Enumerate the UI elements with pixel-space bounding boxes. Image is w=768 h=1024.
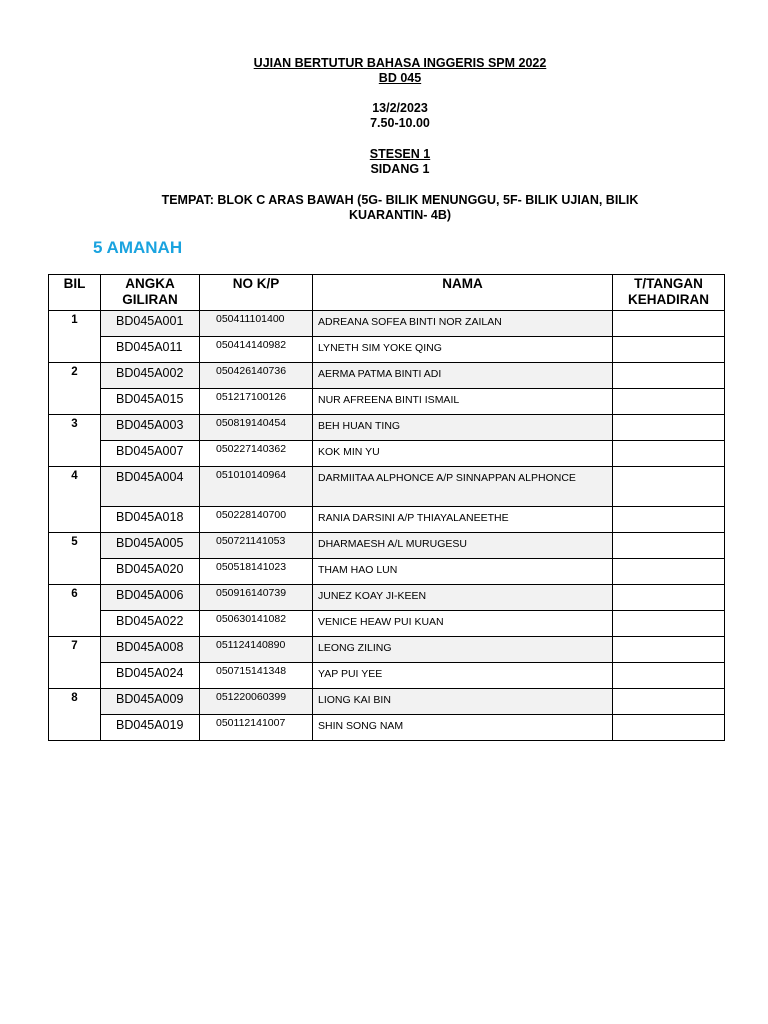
nama-cell: LEONG ZILING: [313, 637, 613, 663]
nama-cell: DHARMAESH A/L MURUGESU: [313, 533, 613, 559]
nama-cell: KOK MIN YU: [313, 441, 613, 467]
signature-cell[interactable]: [613, 533, 725, 559]
nokp-cell: 050112141007: [200, 715, 313, 741]
table-row: [49, 389, 725, 415]
nokp-cell: 050715141348: [200, 663, 313, 689]
angka-giliran-cell: BD045A011: [101, 337, 200, 363]
angka-giliran-cell: BD045A024: [101, 663, 200, 689]
header-angka-giliran: [101, 275, 200, 311]
signature-cell[interactable]: [613, 337, 725, 363]
table-row: [49, 611, 725, 637]
exam-date: 13/2/2023: [372, 101, 428, 115]
table-row: [49, 467, 725, 507]
signature-cell[interactable]: [613, 467, 725, 507]
nama-cell: THAM HAO LUN: [313, 559, 613, 585]
nama-cell: LYNETH SIM YOKE QING: [313, 337, 613, 363]
bil-cell: 5: [49, 533, 101, 585]
nama-cell: VENICE HEAW PUI KUAN: [313, 611, 613, 637]
candidate-table: [48, 274, 725, 741]
table-row: [49, 533, 725, 559]
angka-giliran-cell: BD045A019: [101, 715, 200, 741]
nama-cell: JUNEZ KOAY JI-KEEN: [313, 585, 613, 611]
table-row: [49, 689, 725, 715]
nokp-cell: 051217100126: [200, 389, 313, 415]
table-row: [49, 363, 725, 389]
nokp-cell: 050916140739: [200, 585, 313, 611]
signature-cell[interactable]: [613, 559, 725, 585]
signature-cell[interactable]: [613, 637, 725, 663]
bil-cell: 2: [49, 363, 101, 415]
angka-giliran-cell: BD045A004: [101, 467, 200, 507]
bil-cell: 4: [49, 467, 101, 533]
header-tandatangan: [613, 275, 725, 311]
nokp-cell: 050819140454: [200, 415, 313, 441]
nokp-cell: 050227140362: [200, 441, 313, 467]
signature-cell[interactable]: [613, 611, 725, 637]
nama-cell: YAP PUI YEE: [313, 663, 613, 689]
angka-giliran-cell: BD045A008: [101, 637, 200, 663]
table-row: [49, 311, 725, 337]
table-row: [49, 715, 725, 741]
table-row: [49, 337, 725, 363]
table-row: [49, 585, 725, 611]
table-row: [49, 441, 725, 467]
angka-giliran-cell: BD045A002: [101, 363, 200, 389]
signature-cell[interactable]: [613, 415, 725, 441]
header-tt-line1: T/TANGAN: [634, 276, 703, 291]
angka-giliran-cell: BD045A003: [101, 415, 200, 441]
table-row: [49, 507, 725, 533]
nokp-cell: 050426140736: [200, 363, 313, 389]
signature-cell[interactable]: [613, 585, 725, 611]
nokp-cell: 050411101400: [200, 311, 313, 337]
nokp-cell: 050414140982: [200, 337, 313, 363]
angka-giliran-cell: BD045A020: [101, 559, 200, 585]
signature-cell[interactable]: [613, 363, 725, 389]
bil-cell: 1: [49, 311, 101, 363]
header-angka-line1: ANGKA: [125, 276, 175, 291]
bil-cell: 6: [49, 585, 101, 637]
exam-code: BD 045: [378, 71, 422, 85]
bil-cell: 7: [49, 637, 101, 689]
signature-cell[interactable]: [613, 311, 725, 337]
nama-cell: SHIN SONG NAM: [313, 715, 613, 741]
nokp-cell: 051124140890: [200, 637, 313, 663]
venue-text: [118, 193, 682, 223]
table-row: [49, 415, 725, 441]
nokp-cell: 050721141053: [200, 533, 313, 559]
nama-cell: BEH HUAN TING: [313, 415, 613, 441]
table-header-row: [49, 275, 725, 311]
nokp-cell: 050518141023: [200, 559, 313, 585]
nama-cell: NUR AFREENA BINTI ISMAIL: [313, 389, 613, 415]
angka-giliran-cell: BD045A001: [101, 311, 200, 337]
angka-giliran-cell: BD045A006: [101, 585, 200, 611]
table-row: [49, 559, 725, 585]
nokp-cell: 050228140700: [200, 507, 313, 533]
bil-cell: 3: [49, 415, 101, 467]
nama-cell: LIONG KAI BIN: [313, 689, 613, 715]
table-row: [49, 663, 725, 689]
angka-giliran-cell: BD045A009: [101, 689, 200, 715]
angka-giliran-cell: BD045A018: [101, 507, 200, 533]
venue-line-2: KUARANTIN- 4B): [348, 208, 452, 222]
header-angka-line2: GILIRAN: [122, 292, 178, 307]
angka-giliran-cell: BD045A005: [101, 533, 200, 559]
exam-title: UJIAN BERTUTUR BAHASA INGGERIS SPM 2022: [253, 56, 547, 70]
signature-cell[interactable]: [613, 715, 725, 741]
header-tt-line2: KEHADIRAN: [628, 292, 709, 307]
signature-cell[interactable]: [613, 689, 725, 715]
table-body: [49, 311, 725, 741]
class-title: 5 AMANAH: [93, 238, 183, 257]
nama-cell: AERMA PATMA BINTI ADI: [313, 363, 613, 389]
angka-giliran-cell: BD045A015: [101, 389, 200, 415]
nokp-cell: 051010140964: [200, 467, 313, 507]
signature-cell[interactable]: [613, 389, 725, 415]
nama-cell: ADREANA SOFEA BINTI NOR ZAILAN: [313, 311, 613, 337]
header-nokp: NO K/P: [200, 275, 313, 311]
station-label: STESEN 1: [369, 147, 431, 161]
table-row: [49, 637, 725, 663]
header-nama: NAMA: [313, 275, 613, 311]
angka-giliran-cell: BD045A022: [101, 611, 200, 637]
exam-time: 7.50-10.00: [370, 116, 430, 130]
nokp-cell: 051220060399: [200, 689, 313, 715]
nokp-cell: 050630141082: [200, 611, 313, 637]
signature-cell[interactable]: [613, 507, 725, 533]
nama-cell: DARMIITAA ALPHONCE A/P SINNAPPAN ALPHONCE: [313, 467, 613, 507]
venue-line-1: TEMPAT: BLOK C ARAS BAWAH (5G- BILIK MENUNGGU, 5F- BILIK UJIAN, BILIK: [161, 193, 639, 207]
nama-cell: RANIA DARSINI A/P THIAYALANEETHE: [313, 507, 613, 533]
signature-cell[interactable]: [613, 441, 725, 467]
header-bil: BIL: [49, 275, 101, 311]
angka-giliran-cell: BD045A007: [101, 441, 200, 467]
signature-cell[interactable]: [613, 663, 725, 689]
session-label: SIDANG 1: [370, 162, 430, 176]
bil-cell: 8: [49, 689, 101, 741]
